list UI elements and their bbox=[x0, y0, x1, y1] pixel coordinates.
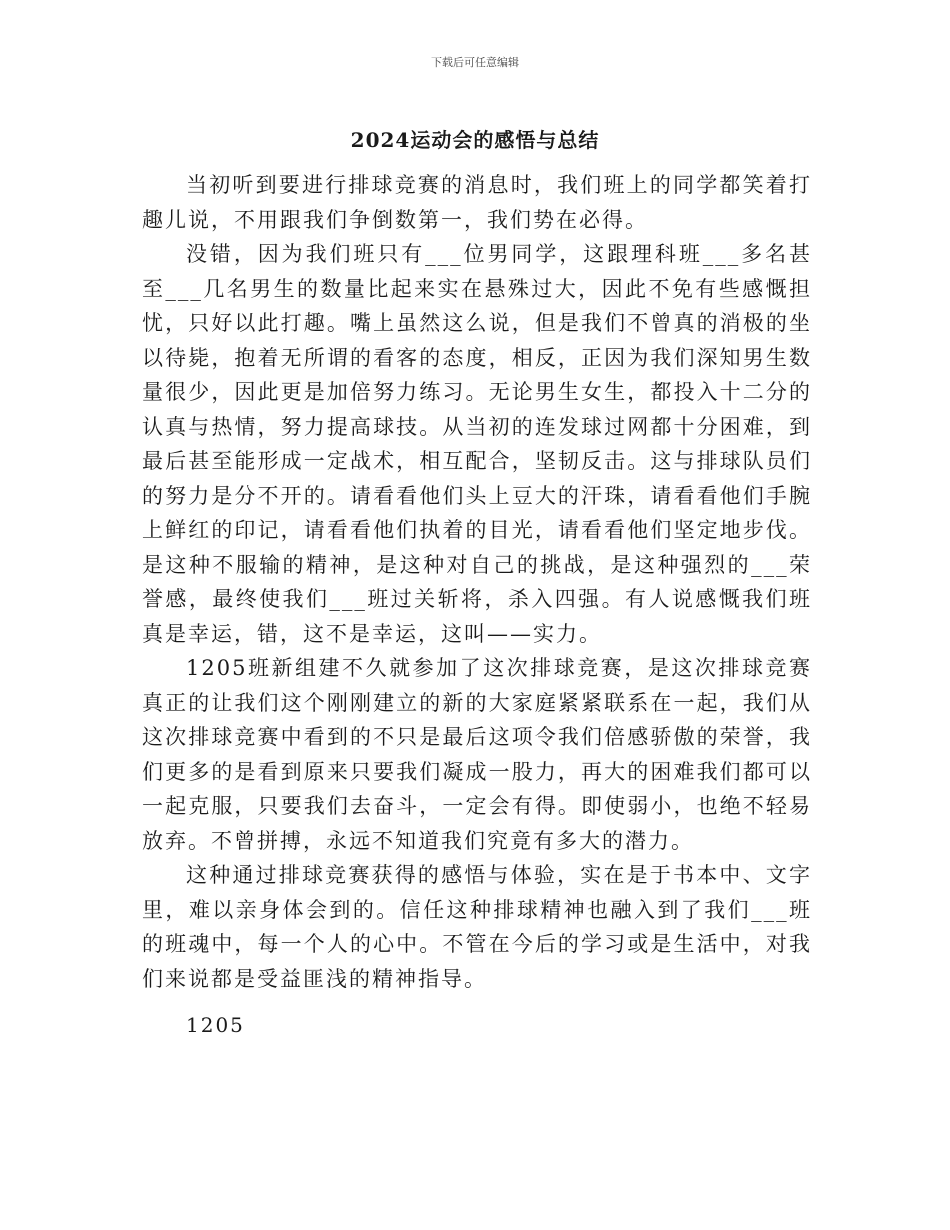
header-note: 下载后可任意编辑 bbox=[431, 56, 519, 69]
paragraph-2: 没错，因为我们班只有___位男同学，这跟理科班___多名甚至___几名男生的数量比起来实在悬殊过大，因此不免有些感慨担忧，只好以此打趣。嘴上虽然这么说，但是我们不曾真的消极的坐以待毙，抱着无所谓的看客的态度，相反，正因为我们深知男生数量很少，因此更是加倍努力练习。无论男生女生，都投入十二分的认真与热情，努力提高球技。从当初的连发球过网都十分困难，到最后甚至能形成一定战术，相互配合，坚韧反击。这与排球队员们的努力是分不开的。请看看他们头上豆大的汗珠，请看看他们手腕上鲜红的印记，请看看他们执着的目光，请看看他们坚定地步伐。是这种不服输的精神，是这种对自己的挑战，是这种强烈的___荣誉感，最终使我们___班过关斩将，杀入四强。有人说感慨我们班真是幸运，错，这不是幸运，这叫——实力。 bbox=[142, 242, 812, 646]
paragraph-1: 当初听到要进行排球竞赛的消息时，我们班上的同学都笑着打趣儿说，不用跟我们争倒数第一，我们势在必得。 bbox=[142, 173, 812, 232]
paragraph-4: 这种通过排球竞赛获得的感悟与体验，实在是于书本中、文字里，难以亲身体会到的。信任这种排球精神也融入到了我们___班的班魂中，每一个人的心中。不管在今后的学习或是生活中，对我们来说都是受益匪浅的精神指导。 bbox=[142, 863, 812, 991]
paragraph-3: 1205班新组建不久就参加了这次排球竞赛，是这次排球竞赛真正的让我们这个刚刚建立的新的大家庭紧紧联系在一起，我们从这次排球竞赛中看到的不只是最后这项令我们倍感骄傲的荣誉，我们更多的是看到原来只要我们凝成一股力，再大的困难我们都可以一起克服，只要我们去奋斗，一定会有得。即使弱小，也绝不轻易放弃。不曾拼搏，永远不知道我们究竟有多大的潜力。 bbox=[142, 656, 812, 853]
document-body bbox=[142, 168, 812, 1043]
signature: 1205 bbox=[186, 1013, 245, 1037]
document-title: 2024运动会的感悟与总结 bbox=[350, 128, 600, 152]
